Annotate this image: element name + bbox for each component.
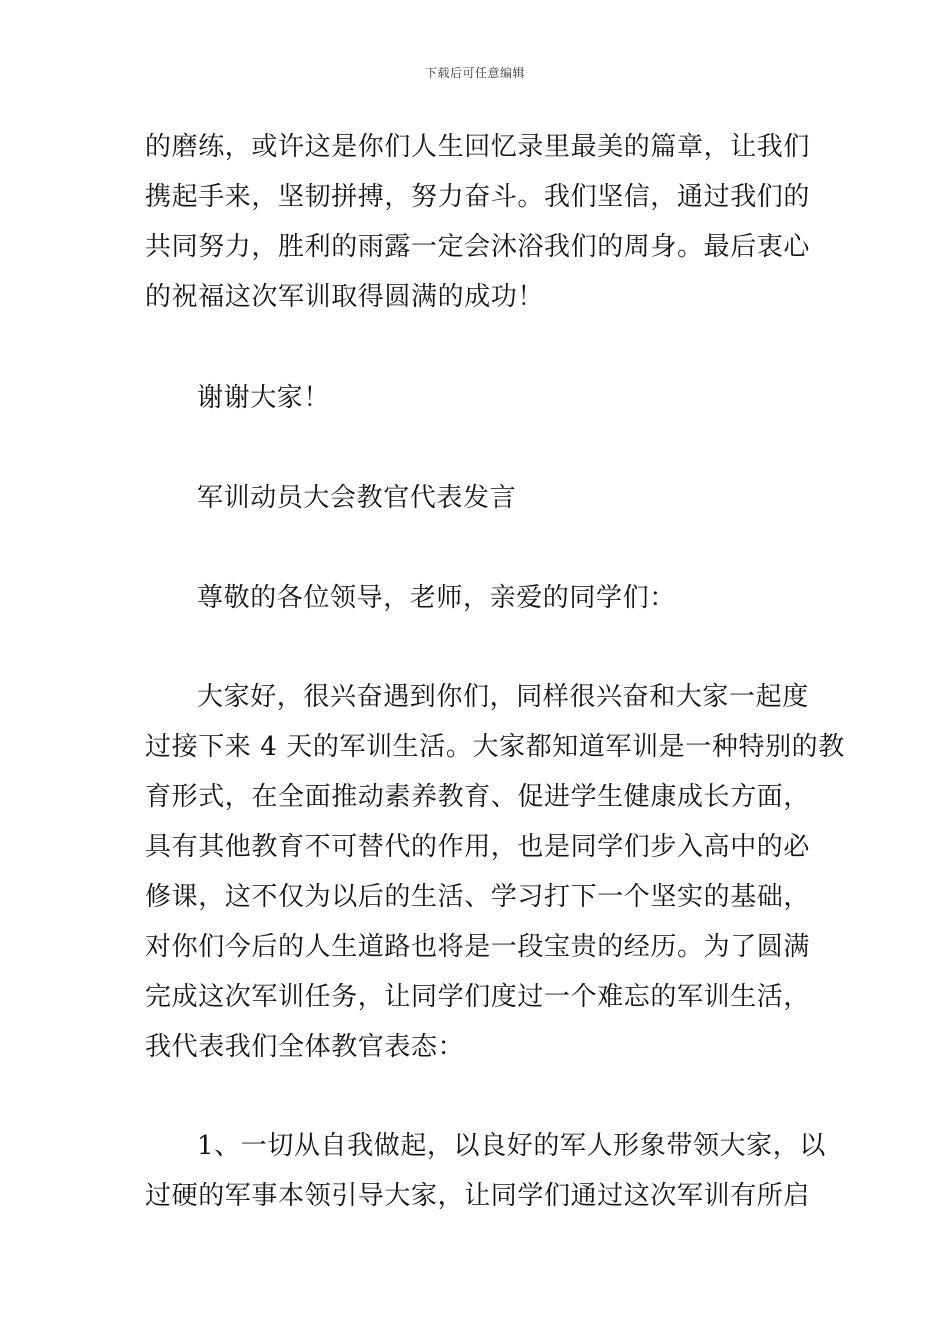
text-line: 携起手来，坚韧拼搏，努力奋斗。我们坚信，通过我们的 <box>145 182 811 212</box>
text-line: 我代表我们全体教官表态： <box>145 1032 465 1062</box>
text-line: 尊敬的各位领导，老师，亲爱的同学们： <box>197 583 676 613</box>
text-line: 过接下来 4 天的军训生活。大家都知道军训是一种特别的教 <box>145 732 845 762</box>
text-line: 对你们今后的人生道路也将是一段宝贵的经历。为了圆满 <box>145 932 811 962</box>
text-line: 的磨练，或许这是你们人生回忆录里最美的篇章，让我们 <box>145 132 811 162</box>
text-line: 修课，这不仅为以后的生活、学习打下一个坚实的基础， <box>145 882 811 912</box>
text-line: 共同努力，胜利的雨露一定会沐浴我们的周身。最后衷心 <box>145 232 811 262</box>
page-header: 下载后可任意编辑 <box>424 66 525 80</box>
text-line: 具有其他教育不可替代的作用，也是同学们步入高中的必 <box>145 832 811 862</box>
text-line: 大家好，很兴奋遇到你们，同样很兴奋和大家一起度 <box>197 682 809 712</box>
text-line: 过硬的军事本领引导大家，让同学们通过这次军训有所启 <box>145 1181 811 1211</box>
text-line: 的祝福这次军训取得圆满的成功！ <box>145 282 545 312</box>
text-line: 军训动员大会教官代表发言 <box>197 483 517 513</box>
text-line: 谢谢大家！ <box>197 383 331 413</box>
text-line: 完成这次军训任务，让同学们度过一个难忘的军训生活， <box>145 982 811 1012</box>
text-line: 1、一切从自我做起，以良好的军人形象带领大家，以 <box>197 1131 826 1161</box>
text-line: 育形式，在全面推动素养教育、促进学生健康成长方面， <box>145 782 811 812</box>
